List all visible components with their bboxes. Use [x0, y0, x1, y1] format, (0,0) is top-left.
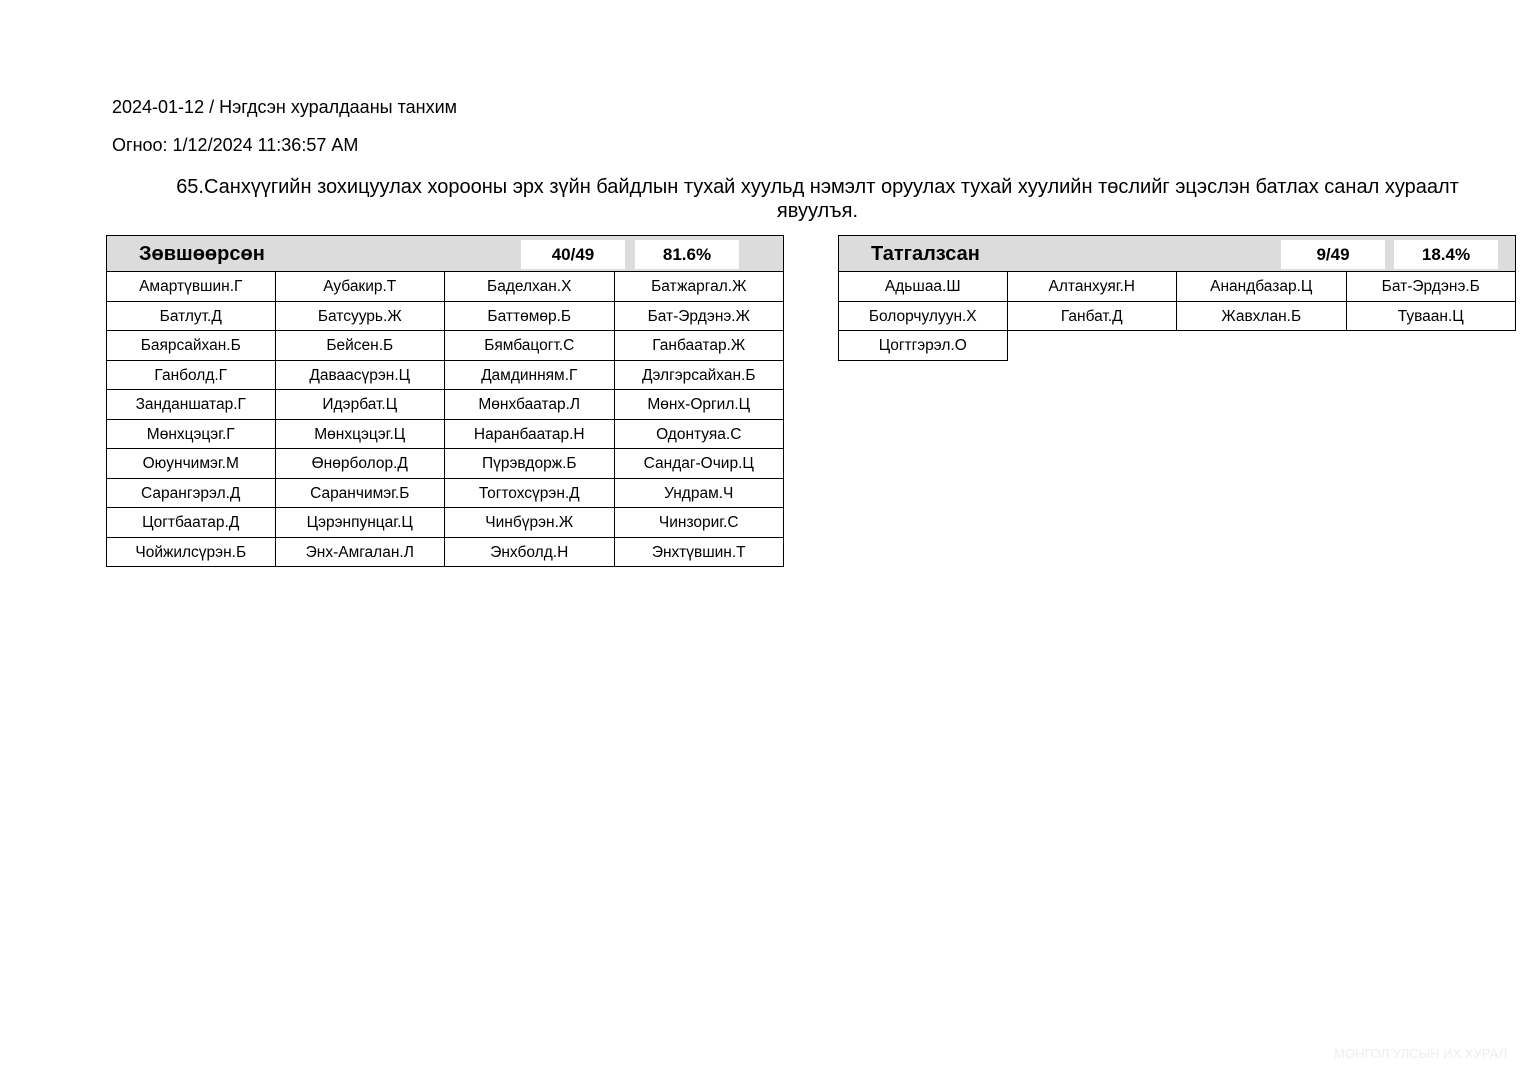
- motion-title: 65.Санхүүгийн зохицуулах хорооны эрх зүйн байдлын тухай хуульд нэмэлт оруулах тухай хуулийн төслийг эцэслэн батлах санал хураалт явуулъя.: [176, 176, 1459, 222]
- approved-member-name: Амартүвшин.Г: [106, 272, 276, 302]
- approved-member-name: Батжаргал.Ж: [615, 272, 785, 302]
- watermark: МОНГОЛ УЛСЫН ИХ ХУРАЛ: [1334, 1046, 1507, 1061]
- approved-member-name: Саранчимэг.Б: [276, 479, 446, 509]
- approved-member-name: Оюунчимэг.М: [106, 449, 276, 479]
- approved-header: [106, 235, 784, 272]
- rejected-member-name: Ганбат.Д: [1008, 302, 1178, 332]
- approved-member-name: Бямбацогт.С: [445, 331, 615, 361]
- approved-member-name: Бат-Эрдэнэ.Ж: [615, 302, 785, 332]
- approved-member-name: Мөнхцэцэг.Ц: [276, 420, 446, 450]
- rejected-member-name: Анандбазар.Ц: [1177, 272, 1347, 302]
- approved-member-name: Мөнхцэцэг.Г: [106, 420, 276, 450]
- rejected-member-name: Болорчулуун.Х: [838, 302, 1008, 332]
- approved-member-name: Мөнх-Оргил.Ц: [615, 390, 785, 420]
- approved-member-name: Энхболд.Н: [445, 538, 615, 568]
- rejected-member-name: Адьшаа.Ш: [838, 272, 1008, 302]
- approved-member-name: Баттөмөр.Б: [445, 302, 615, 332]
- approved-member-name: Дэлгэрсайхан.Б: [615, 361, 785, 391]
- approved-member-name: Сандаг-Очир.Ц: [615, 449, 785, 479]
- approved-member-name: Энхтүвшин.Т: [615, 538, 785, 568]
- approved-member-name: Тогтохсүрэн.Д: [445, 479, 615, 509]
- rejected-member-name: Жавхлан.Б: [1177, 302, 1347, 332]
- session-line: 2024-01-12 / Нэгдсэн хуралдааны танхим: [112, 97, 457, 117]
- approved-member-name: Цогтбаатар.Д: [106, 508, 276, 538]
- approved-member-name: Сарангэрэл.Д: [106, 479, 276, 509]
- rejected-member-name: Бат-Эрдэнэ.Б: [1347, 272, 1517, 302]
- rejected-member-name: Туваан.Ц: [1347, 302, 1517, 332]
- approved-member-name: Чинбүрэн.Ж: [445, 508, 615, 538]
- approved-count: 40/49: [521, 240, 625, 269]
- rejected-member-name: Цогтгэрэл.О: [838, 331, 1008, 361]
- approved-member-name: Баярсайхан.Б: [106, 331, 276, 361]
- rejected-panel: [838, 235, 1516, 361]
- approved-member-name: Өнөрболор.Д: [276, 449, 446, 479]
- approved-member-name: Ганболд.Г: [106, 361, 276, 391]
- approved-member-name: Чойжилсүрэн.Б: [106, 538, 276, 568]
- approved-panel: [106, 235, 784, 567]
- approved-member-name: Бейсен.Б: [276, 331, 446, 361]
- approved-member-name: Мөнхбаатар.Л: [445, 390, 615, 420]
- approved-member-name: Одонтуяа.С: [615, 420, 785, 450]
- approved-member-name: Наранбаатар.Н: [445, 420, 615, 450]
- rejected-count: 9/49: [1281, 240, 1385, 269]
- approved-percent: 81.6%: [635, 240, 739, 269]
- approved-member-name: Энх-Амгалан.Л: [276, 538, 446, 568]
- approved-member-name: Занданшатар.Г: [106, 390, 276, 420]
- approved-member-name: Пүрэвдорж.Б: [445, 449, 615, 479]
- rejected-names-grid: [838, 272, 1516, 361]
- approved-names-grid: [106, 272, 784, 567]
- approved-member-name: Ганбаатар.Ж: [615, 331, 785, 361]
- approved-member-name: Ундрам.Ч: [615, 479, 785, 509]
- approved-member-name: Дамдинням.Г: [445, 361, 615, 391]
- approved-label: Зөвшөөрсөн: [139, 243, 265, 265]
- approved-member-name: Даваасүрэн.Ц: [276, 361, 446, 391]
- approved-member-name: Чинзориг.С: [615, 508, 785, 538]
- rejected-percent: 18.4%: [1394, 240, 1498, 269]
- date-line: Огноо: 1/12/2024 11:36:57 AM: [112, 135, 359, 155]
- rejected-member-name: Алтанхуяг.Н: [1008, 272, 1178, 302]
- approved-member-name: Идэрбат.Ц: [276, 390, 446, 420]
- approved-member-name: Батсуурь.Ж: [276, 302, 446, 332]
- rejected-header: [838, 235, 1516, 272]
- approved-member-name: Аубакир.Т: [276, 272, 446, 302]
- approved-member-name: Батлут.Д: [106, 302, 276, 332]
- approved-member-name: Баделхан.Х: [445, 272, 615, 302]
- approved-member-name: Цэрэнпунцаг.Ц: [276, 508, 446, 538]
- rejected-label: Татгалзсан: [871, 243, 980, 265]
